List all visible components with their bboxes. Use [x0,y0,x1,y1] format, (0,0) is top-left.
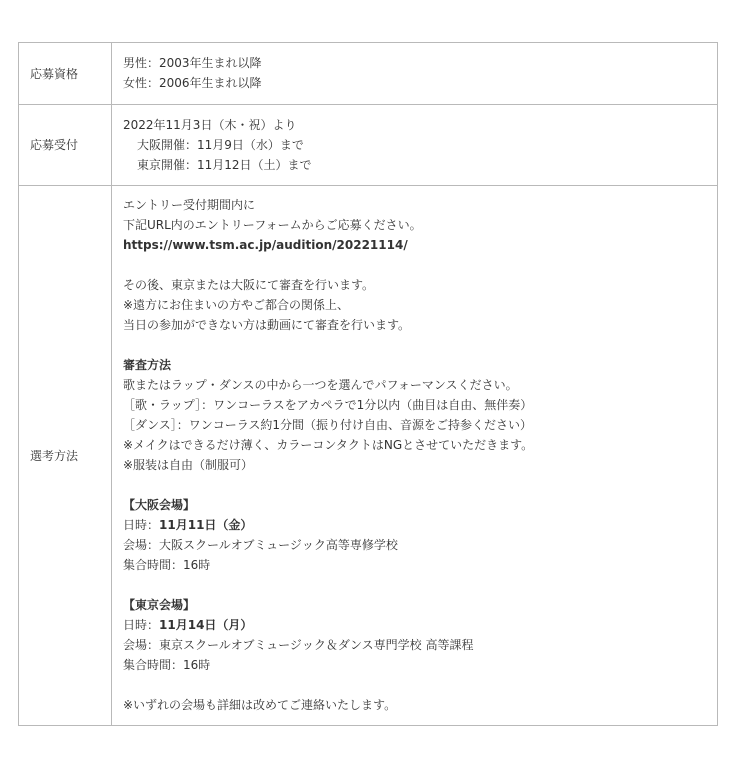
method-line: ［歌・ラップ］：ワンコーラスをアカペラで1分以内（曲目は自由、無伴奏） [123,398,533,412]
eligibility-female: 女性：2006年生まれ以降 [123,76,262,90]
method-line: ※メイクはできるだけ薄く、カラーコンタクトはNGとさせていただきます。 [123,438,534,452]
table-row-eligibility [19,43,718,105]
tokyo-time: 集合時間：16時 [123,658,211,672]
method-line: ［ダンス］：ワンコーラス約1分間（振り付け自由、音源をご持参ください） [123,418,533,432]
osaka-venue-heading: 【大阪会場】 [123,498,196,512]
row-label-application: 応募受付 [30,138,79,152]
method-line: ※服装は自由（制服可） [123,458,254,472]
date-label: 日時： [123,518,160,532]
tokyo-venue: 会場：東京スクールオブミュージック＆ダンス専門学校 高等課程 [123,638,474,652]
application-tokyo-deadline: 東京開催：11月12日（土）まで [137,157,312,172]
intro-line: 下記URL内のエントリーフォームからご応募ください。 [123,218,422,232]
method-line: 歌またはラップ・ダンスの中から一つを選んでパフォーマンスください。 [123,378,518,392]
application-osaka-deadline: 大阪開催：11月9日（水）まで [137,137,304,152]
application-start: 2022年11月3日（木・祝）より [123,117,297,132]
label-cell [19,105,112,186]
eligibility-male: 男性：2003年生まれ以降 [123,56,262,70]
content-cell [112,43,718,105]
intro-line: エントリー受付期間内に [123,198,256,212]
entry-form-link[interactable]: https://www.tsm.ac.jp/audition/20221114/ [123,238,408,252]
info-table [18,42,718,726]
footer-note: ※いずれの会場も詳細は改めてご連絡いたします。 [123,698,397,712]
content-cell [112,186,718,726]
row-label-selection: 選考方法 [30,448,79,463]
table-row-application [19,105,718,186]
method-heading: 審査方法 [123,358,172,372]
content-cell [112,105,718,186]
row-label-eligibility: 応募資格 [30,66,79,81]
label-cell [19,43,112,105]
tokyo-date [123,615,707,635]
screening-note: その後、東京または大阪にて審査を行います。 [123,278,375,292]
date-value: 11月14日（月） [159,618,253,632]
osaka-venue: 会場：大阪スクールオブミュージック高等専修学校 [123,538,398,552]
osaka-date [123,515,707,535]
osaka-time: 集合時間：16時 [123,558,211,572]
date-label: 日時： [123,618,160,632]
screening-note: ※遠方にお住まいの方やご都合の関係上、 [123,298,350,312]
table-row-selection [19,186,718,726]
date-value: 11月11日（金） [159,518,253,532]
screening-note: 当日の参加ができない方は動画にて審査を行います。 [123,318,411,332]
tokyo-venue-heading: 【東京会場】 [123,598,196,612]
label-cell [19,186,112,726]
